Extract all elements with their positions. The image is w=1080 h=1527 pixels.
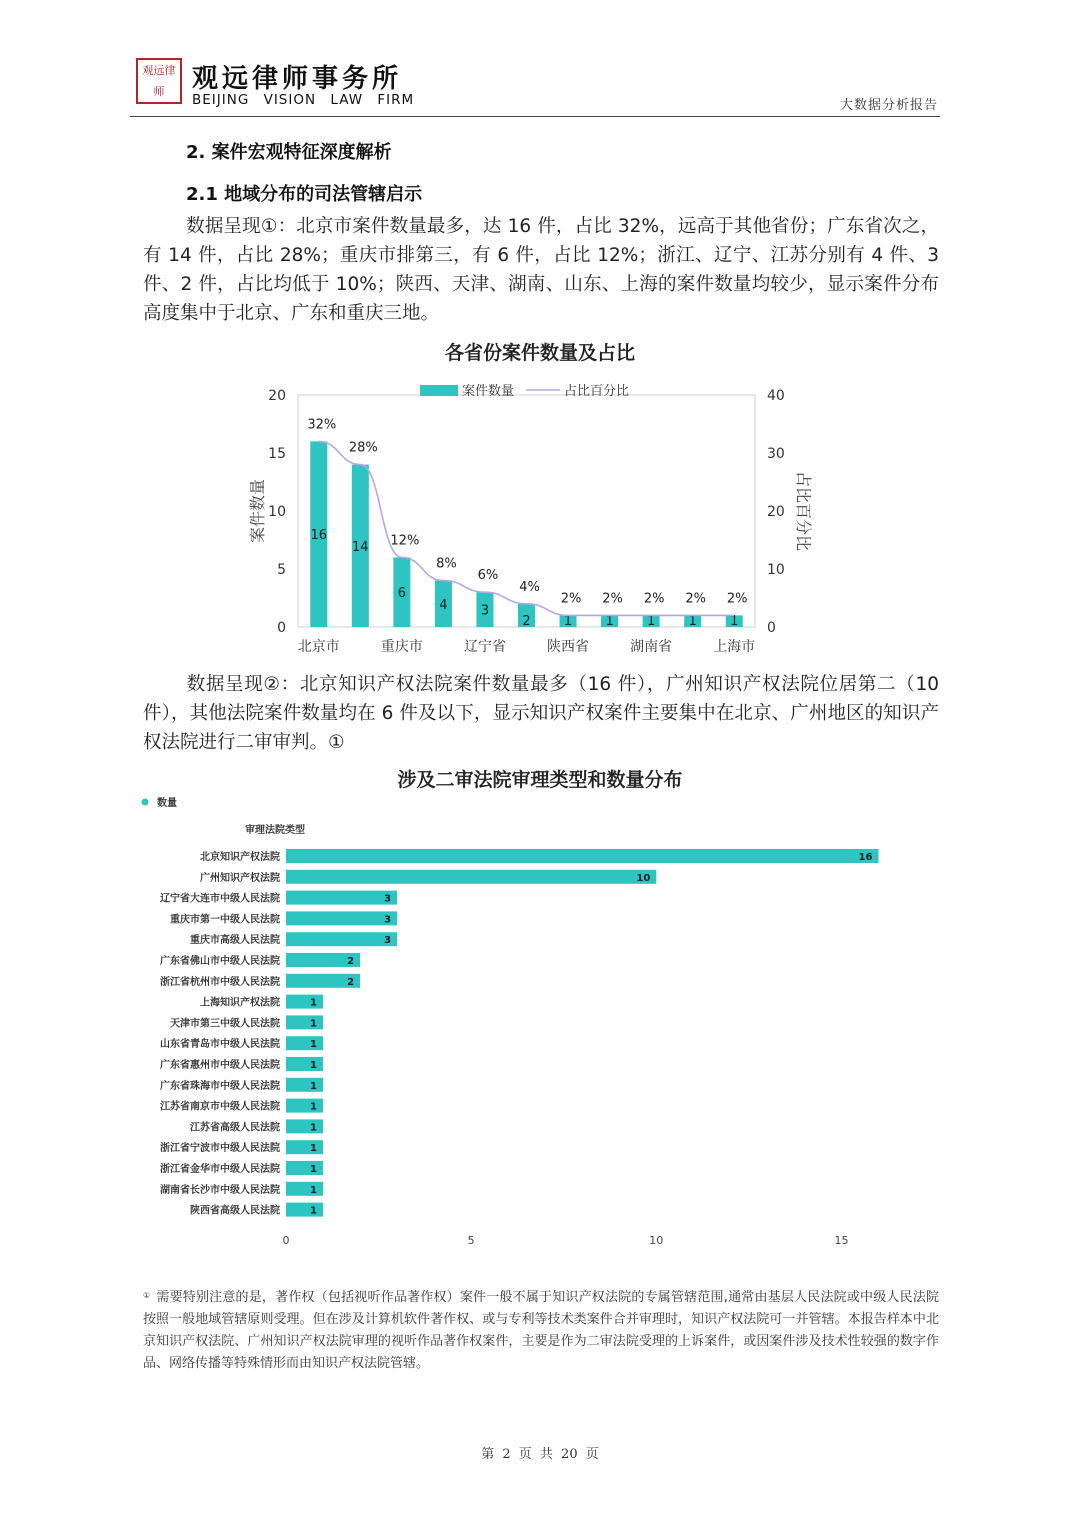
province-cases-chart bbox=[230, 378, 830, 663]
bar-value-label: 1 bbox=[730, 614, 739, 629]
category-label: 天津市第三中级人民法院 bbox=[170, 1018, 280, 1030]
bar-value-label: 10 bbox=[636, 872, 651, 884]
bar-value-label: 1 bbox=[310, 1039, 318, 1051]
category-label: 广州知识产权法院 bbox=[200, 872, 280, 884]
category-label: 辽宁省大连市中级人民法院 bbox=[160, 893, 280, 905]
bar-value-label: 3 bbox=[384, 893, 392, 905]
category-label: 广东省佛山市中级人民法院 bbox=[160, 956, 280, 967]
bar-value-label: 1 bbox=[310, 1184, 318, 1196]
bar bbox=[286, 911, 397, 925]
court-distribution-chart bbox=[130, 790, 930, 1255]
y-tick-label: 0 bbox=[277, 620, 286, 636]
bar bbox=[286, 1078, 323, 1092]
bar-value-label: 1 bbox=[310, 1080, 318, 1092]
category-axis-title: 审理法院类型 bbox=[245, 825, 305, 836]
bar-value-label: 3 bbox=[480, 603, 490, 619]
category-label: 湖南省长沙市中级人民法院 bbox=[160, 1184, 280, 1196]
bar bbox=[286, 995, 323, 1009]
page-number: 第 2 页 共 20 页 bbox=[481, 1447, 599, 1462]
bar bbox=[286, 932, 397, 946]
bar-value-label: 3 bbox=[384, 914, 392, 926]
bar-value-label: 1 bbox=[605, 614, 614, 629]
y2-axis-label: 占比百分比 bbox=[794, 470, 813, 552]
y2-tick-label: 0 bbox=[767, 620, 776, 636]
bar bbox=[286, 1203, 323, 1217]
bar bbox=[286, 1099, 323, 1113]
logo-seal-char: 观 bbox=[142, 63, 154, 77]
category-label: 江苏省南京市中级人民法院 bbox=[160, 1101, 280, 1113]
x-tick-label: 北京市 bbox=[297, 639, 340, 655]
section-subheading: 2.1 地域分布的司法管辖启示 bbox=[186, 184, 423, 205]
logo-seal-char: 远 bbox=[153, 63, 165, 77]
y-tick-label: 20 bbox=[268, 388, 286, 404]
x-tick-label: 15 bbox=[834, 1234, 849, 1247]
bar-value-label: 1 bbox=[688, 614, 697, 629]
percent-label: 2% bbox=[643, 591, 665, 607]
bar-value-label: 1 bbox=[310, 997, 318, 1009]
bar bbox=[286, 849, 878, 863]
bar-value-label: 2 bbox=[347, 976, 355, 988]
percent-label: 12% bbox=[390, 533, 420, 549]
x-tick-label: 10 bbox=[649, 1234, 664, 1247]
category-label: 浙江省宁波市中级人民法院 bbox=[160, 1143, 280, 1155]
x-tick-label: 陕西省 bbox=[547, 639, 590, 655]
y2-tick-label: 30 bbox=[767, 446, 785, 462]
bar-value-label: 1 bbox=[563, 614, 573, 629]
bar bbox=[286, 1182, 323, 1196]
y-tick-label: 10 bbox=[268, 504, 286, 520]
y2-tick-label: 40 bbox=[767, 388, 785, 404]
percent-label: 4% bbox=[519, 579, 540, 595]
x-tick-label: 5 bbox=[467, 1234, 475, 1247]
y-tick-label: 15 bbox=[268, 446, 286, 462]
category-label: 广东省惠州市中级人民法院 bbox=[160, 1060, 280, 1071]
legend-bar-swatch bbox=[420, 385, 458, 396]
y-tick-label: 5 bbox=[277, 562, 286, 578]
bar-value-label: 1 bbox=[310, 1122, 318, 1134]
bar-value-label: 2 bbox=[347, 956, 355, 967]
report-label: 大数据分析报告 bbox=[839, 98, 938, 113]
legend-line-label: 占比百分比 bbox=[564, 384, 630, 399]
category-label: 重庆市第一中级人民法院 bbox=[170, 914, 280, 926]
percent-label: 32% bbox=[307, 417, 337, 433]
bar bbox=[286, 1140, 323, 1154]
category-label: 上海知识产权法院 bbox=[200, 997, 280, 1009]
category-label: 浙江省金华市中级人民法院 bbox=[160, 1164, 280, 1175]
percent-label: 2% bbox=[685, 591, 706, 607]
bar-value-label: 4 bbox=[439, 597, 448, 613]
x-tick-label: 辽宁省 bbox=[463, 639, 506, 655]
category-label: 广东省珠海市中级人民法院 bbox=[160, 1080, 280, 1092]
paragraph-text: 数据呈现①：北京市案件数量最多，达 16 件，占比 32%，远高于其他省份；广东省次之，有 14 件，占比 28%；重庆市排第三，有 6 件，占比 12%；浙江、辽宁、江苏分别有 4 件、3 件、2 件，占比均低于 10%；陕西、天津、湖南、山东、上海的案件数量均较少，显示案件分布高度集中于北京、广东和重庆三地。 bbox=[143, 216, 939, 324]
category-label: 北京知识产权法院 bbox=[200, 852, 280, 863]
bar bbox=[286, 1119, 323, 1133]
percent-label: 2% bbox=[726, 591, 748, 607]
footnote bbox=[143, 1287, 939, 1375]
x-tick-label: 重庆市 bbox=[380, 639, 423, 655]
bar-value-label: 1 bbox=[646, 614, 656, 629]
bar-value-label: 16 bbox=[858, 852, 873, 863]
y2-tick-label: 10 bbox=[767, 562, 785, 578]
footnote-marker: ① bbox=[143, 1291, 151, 1300]
footnote-text: 需要特别注意的是，著作权（包括视听作品著作权）案件一般不属于知识产权法院的专属管辖范围,通常由基层人民法院或中级人民法院按照一般地域管辖原则受理。但在涉及计算机软件著作权、或与专利等技术类案件合并审理时，知识产权法院可一并管辖。本报告样本中北京知识产权法院、广州知识产权法院审理的视听作品著作权案件，主要是作为二审法院受理的上诉案件，或因案件涉及技术性较强的数字作品、网络传播等特殊情形而由知识产权法院管辖。 bbox=[143, 1290, 940, 1371]
percent-label: 6% bbox=[477, 568, 499, 584]
category-label: 山东省青岛市中级人民法院 bbox=[160, 1039, 280, 1051]
percent-label: 2% bbox=[602, 591, 623, 607]
percent-label: 8% bbox=[436, 556, 457, 572]
x-tick-label: 上海市 bbox=[713, 639, 756, 655]
legend-dot bbox=[142, 799, 149, 806]
y-axis-label: 案件数量 bbox=[248, 478, 267, 544]
bar-value-label: 1 bbox=[310, 1101, 318, 1113]
bar-value-label: 1 bbox=[310, 1205, 318, 1217]
bar-value-label: 1 bbox=[310, 1060, 318, 1071]
y2-tick-label: 20 bbox=[767, 504, 785, 520]
paragraph-text: 数据呈现②：北京知识产权法院案件数量最多（16 件），广州知识产权法院位居第二（10 件），其他法院案件数量均在 6 件及以下，显示知识产权案件主要集中在北京、广州地区的知识产权法院进行二审审判。① bbox=[143, 674, 939, 753]
firm-name-cn: 观远律师事务所 bbox=[192, 64, 403, 94]
x-tick-label: 湖南省 bbox=[630, 639, 673, 655]
bar-value-label: 6 bbox=[397, 586, 407, 602]
paragraph-data-1 bbox=[143, 212, 939, 328]
logo-seal-char: 律 bbox=[164, 63, 176, 77]
bar-value-label: 1 bbox=[310, 1143, 318, 1155]
bar bbox=[286, 1057, 323, 1071]
chart1-title: 各省份案件数量及占比 bbox=[444, 342, 635, 364]
legend-label: 数量 bbox=[157, 798, 177, 809]
bar bbox=[286, 1036, 323, 1050]
bar-value-label: 1 bbox=[310, 1018, 318, 1030]
paragraph-data-2 bbox=[143, 670, 939, 757]
section-heading: 2. 案件宏观特征深度解析 bbox=[186, 142, 392, 163]
firm-name-en: BEIJING VISION LAW FIRM bbox=[192, 92, 415, 108]
bar bbox=[286, 870, 656, 884]
category-label: 重庆市高级人民法院 bbox=[190, 935, 280, 947]
bar bbox=[286, 1161, 323, 1175]
logo-seal-char: 师 bbox=[153, 84, 165, 98]
bar-value-label: 1 bbox=[310, 1164, 318, 1175]
category-label: 陕西省高级人民法院 bbox=[190, 1205, 280, 1217]
category-label: 浙江省杭州市中级人民法院 bbox=[160, 976, 280, 988]
firm-logo-seal bbox=[136, 58, 182, 104]
bar-value-label: 14 bbox=[352, 539, 369, 555]
legend-bar-label: 案件数量 bbox=[462, 384, 515, 399]
category-label: 江苏省高级人民法院 bbox=[190, 1122, 280, 1134]
percent-label: 28% bbox=[348, 440, 378, 456]
percent-label: 2% bbox=[560, 591, 582, 607]
bar bbox=[286, 891, 397, 905]
page-header bbox=[130, 50, 940, 117]
chart2-title: 涉及二审法院审理类型和数量分布 bbox=[397, 769, 683, 791]
bar-value-label: 16 bbox=[310, 528, 328, 544]
bar bbox=[286, 1015, 323, 1029]
bar-value-label: 3 bbox=[384, 935, 392, 947]
bar-value-label: 2 bbox=[522, 614, 531, 629]
x-tick-label: 0 bbox=[282, 1234, 290, 1247]
